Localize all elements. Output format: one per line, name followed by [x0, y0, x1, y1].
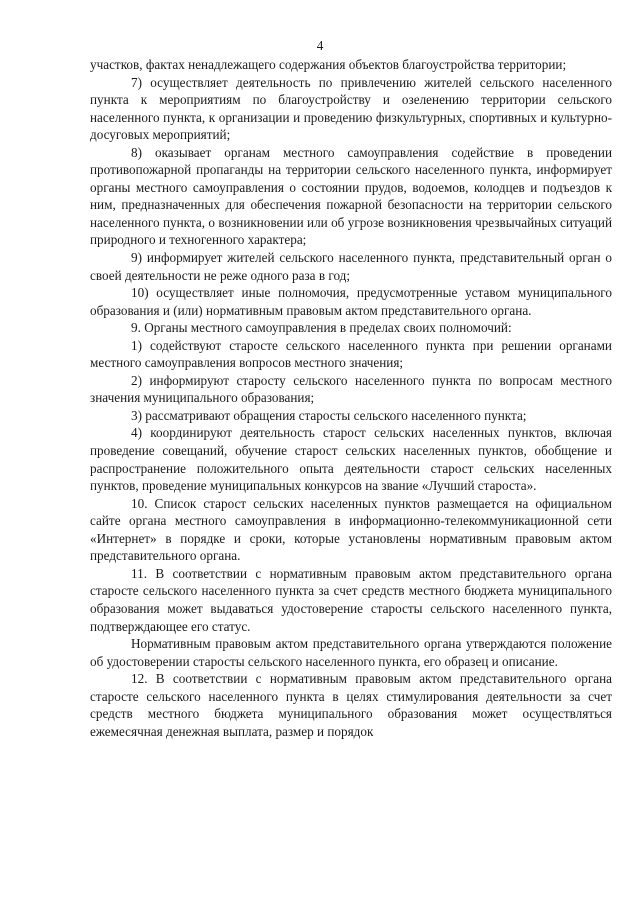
document-body: [90, 56, 612, 740]
paragraph-item-9: 9) информирует жителей сельского населенного пункта, представительный орган о своей деятельности не реже одного раза в год;: [90, 250, 612, 283]
paragraph-section-9-item-4: 4) координируют деятельность старост сельских населенных пунктов, включая проведение совещаний, обучение старост сельских населенных пунктов, обобщение и распространение положительного опыта деятельности старост сельских населенных пунктов, проведение муниципальных конкурсов на звание «Лучший староста».: [90, 425, 612, 494]
paragraph-section-9: 9. Органы местного самоуправления в пределах своих полномочий:: [131, 320, 512, 336]
paragraph-section-9-item-2: 2) информируют старосту сельского населенного пункта по вопросам местного значения муниципального образования;: [90, 372, 612, 406]
paragraph-section-9-item-1: 1) содействуют старосте сельского населенного пункта при решении органами местного самоуправления вопросов местного значения;: [90, 337, 612, 371]
paragraph-item-8: 8) оказывает органам местного самоуправления содействие в проведении противопожарной пропаганды на территории сельского населенного пункта, информирует органы местного самоуправления о состоянии прудов, водоемов, колодцев и подъездов к ним, предназначенных для обеспечения пожарной безопасности на территории сельского населенного пункта, о возникновении или об угрозе возникновения чрезвычайных ситуаций природного и техногенного характера;: [90, 144, 612, 248]
paragraph-section-10: 10. Список старост сельских населенных пунктов размещается на официальном сайте органа местного самоуправления в информационно-телекоммуникационной сети «Интернет» в порядке и сроки, которые установлены нормативным правовым актом представительного органа.: [90, 495, 612, 564]
paragraph-item-7: 7) осуществляет деятельность по привлечению жителей сельского населенного пункта к мероприятиям по благоустройству и озеленению территории сельского населенного пункта, к организации и проведению физкультурных, спортивных и культурно-досуговых мероприятий;: [90, 74, 612, 143]
paragraph-section-9-item-3: 3) рассматривают обращения старосты сельского населенного пункта;: [131, 407, 527, 423]
paragraph-continuation: участков, фактах ненадлежащего содержания объектов благоустройства территории;: [90, 57, 567, 72]
paragraph-item-10: 10) осуществляет иные полномочия, предусмотренные уставом муниципального образования и (или) нормативным правовым актом представительного органа.: [90, 285, 612, 318]
page-number: 4: [316, 38, 324, 53]
paragraph-section-12: 12. В соответствии с нормативным правовым актом представительного органа старосте сельского населенного пункта в целях стимулирования деятельности за счет средств местного бюджета муниципального образования может осуществляться ежемесячная денежная выплата, размер и порядок: [90, 671, 612, 739]
paragraph-section-11: 11. В соответствии с нормативным правовым актом представительного органа старосте сельского населенного пункта за счет средств местного бюджета муниципального образования может выдаваться удостоверение старосты сельского населенного пункта, подтверждающее его статус.: [90, 565, 612, 634]
paragraph-section-11-note: Нормативным правовым актом представительного органа утверждаются положение об удостоверении старосты сельского населенного пункта, его образец и описание.: [90, 636, 612, 669]
